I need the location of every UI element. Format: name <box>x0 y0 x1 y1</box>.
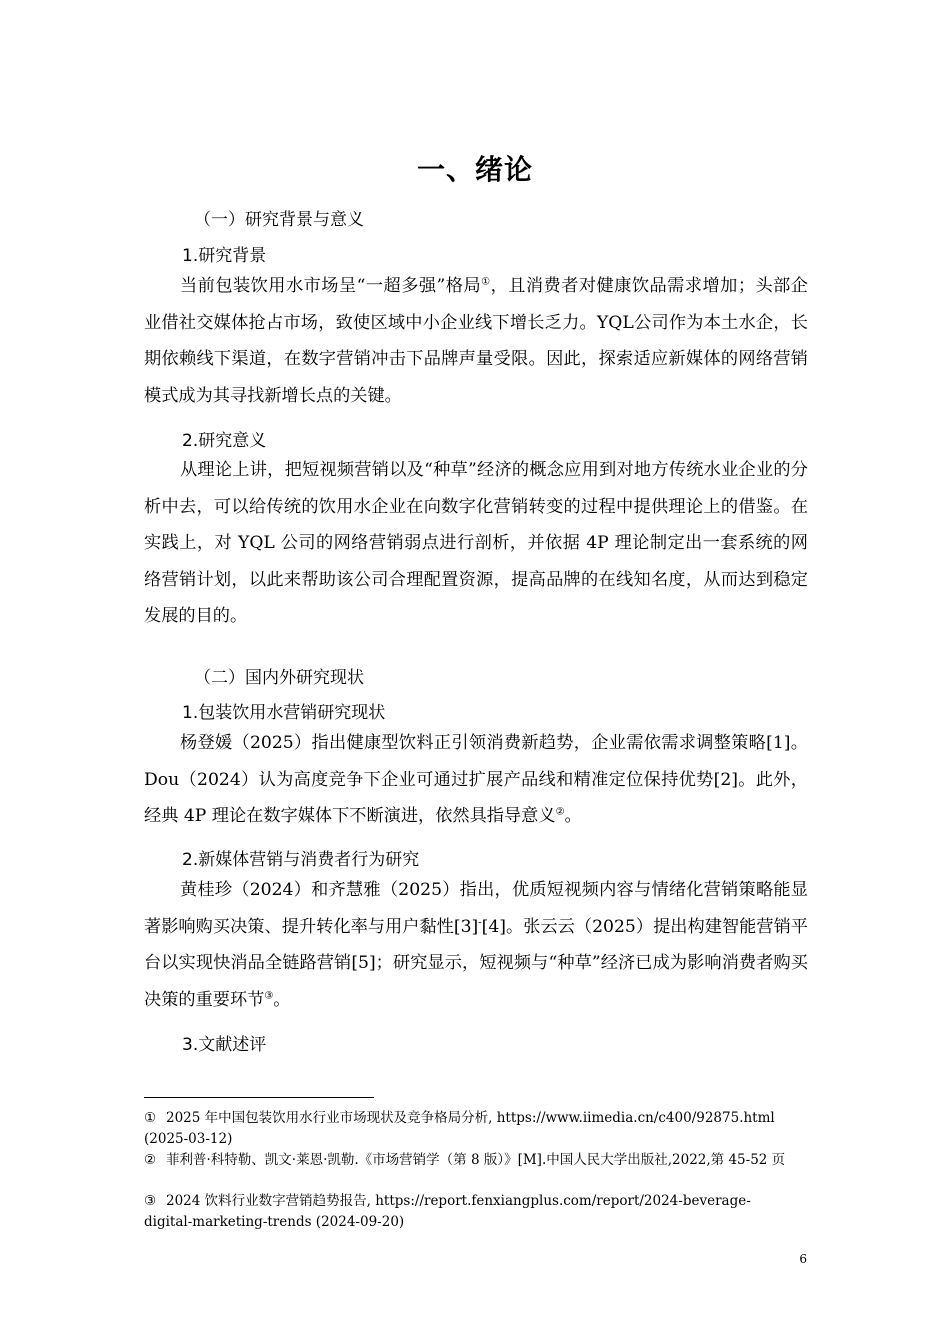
footnote-mark: ① <box>144 1110 157 1126</box>
paragraph-water-marketing: 杨登媛（2025）指出健康型饮料正引领消费新趋势，企业需依需求调整策略[1]。Dou（2024）认为高度竞争下企业可通过扩展产品线和精准定位保持优势[2]。此外，经典 4P 理论在数字媒体下不断演进，依然具指导意义②。 <box>144 733 808 826</box>
subsection-heading-background: 1.研究背景 <box>182 246 267 266</box>
citation-range-dash: - <box>478 916 482 928</box>
footnote-ref-2[interactable]: ② <box>555 806 565 818</box>
footnote-mark: ② <box>144 1152 157 1168</box>
footnote-2: ② 菲利普·科特勒、凯文·莱恩·凯勒.《市场营销学（第 8 版）》[M].中国人民大学出版社,2022,第 45-52 页 <box>144 1150 794 1171</box>
section-heading-background: （一）研究背景与意义 <box>194 210 364 230</box>
page-number: 6 <box>799 1252 807 1266</box>
footnote-ref-3[interactable]: ③ <box>264 989 274 1001</box>
subsection-heading-new-media: 2.新媒体营销与消费者行为研究 <box>182 850 420 870</box>
subsection-heading-review: 3.文献述评 <box>182 1035 267 1055</box>
subsection-heading-water-marketing: 1.包装饮用水营销研究现状 <box>182 703 386 723</box>
section-heading-literature: （二）国内外研究现状 <box>194 668 364 688</box>
paragraph-significance: 从理论上讲，把短视频营销以及“种草”经济的概念应用到对地方传统水业企业的分析中去，可以给传统的饮用水企业在向数字化营销转变的过程中提供理论上的借鉴。在实践上，对 YQL 公司的网络营销弱点进行剖析，并依据 4P 理论制定出一套系统的网络营销计划，以此来帮助该公司合理配置资源，提高品牌的在线知名度，从而达到稳定发展的目的。 <box>144 460 808 626</box>
footnote-mark: ③ <box>144 1193 157 1209</box>
footnote-ref-1[interactable]: ① <box>481 276 491 288</box>
subsection-heading-significance: 2.研究意义 <box>182 431 267 451</box>
paragraph-background: 当前包装饮用水市场呈“一超多强”格局①，且消费者对健康饮品需求增加；头部企业借社交媒体抢占市场，致使区域中小企业线下增长乏力。YQL公司作为本土水企，长期依赖线下渠道，在数字营销冲击下品牌声量受限。因此，探索适应新媒体的网络营销模式成为其寻找新增长点的关键。 <box>144 276 808 406</box>
footnote-separator <box>144 1097 374 1098</box>
footnote-3: ③ 2024 饮料行业数字营销趋势报告, https://report.fenxiangplus.com/report/2024-beverage-digital-marketing-trends (2024-09-20) <box>144 1193 751 1230</box>
chapter-title: 一、绪论 <box>416 153 533 186</box>
footnote-1: ① 2025 年中国包装饮用水行业市场现状及竞争格局分析, https://www.iimedia.cn/c400/92875.html (2025-03-12) <box>144 1110 775 1147</box>
paragraph-new-media: 黄桂珍（2024）和齐慧雅（2025）指出，优质短视频内容与情绪化营销策略能显著影响购买决策、提升转化率与用户黏性[3]-[4]。张云云（2025）提出构建智能营销平台以实现快消品全链路营销[5]；研究显示，短视频与“种草”经济已成为影响消费者购买决策的重要环节③。 <box>144 880 808 1010</box>
